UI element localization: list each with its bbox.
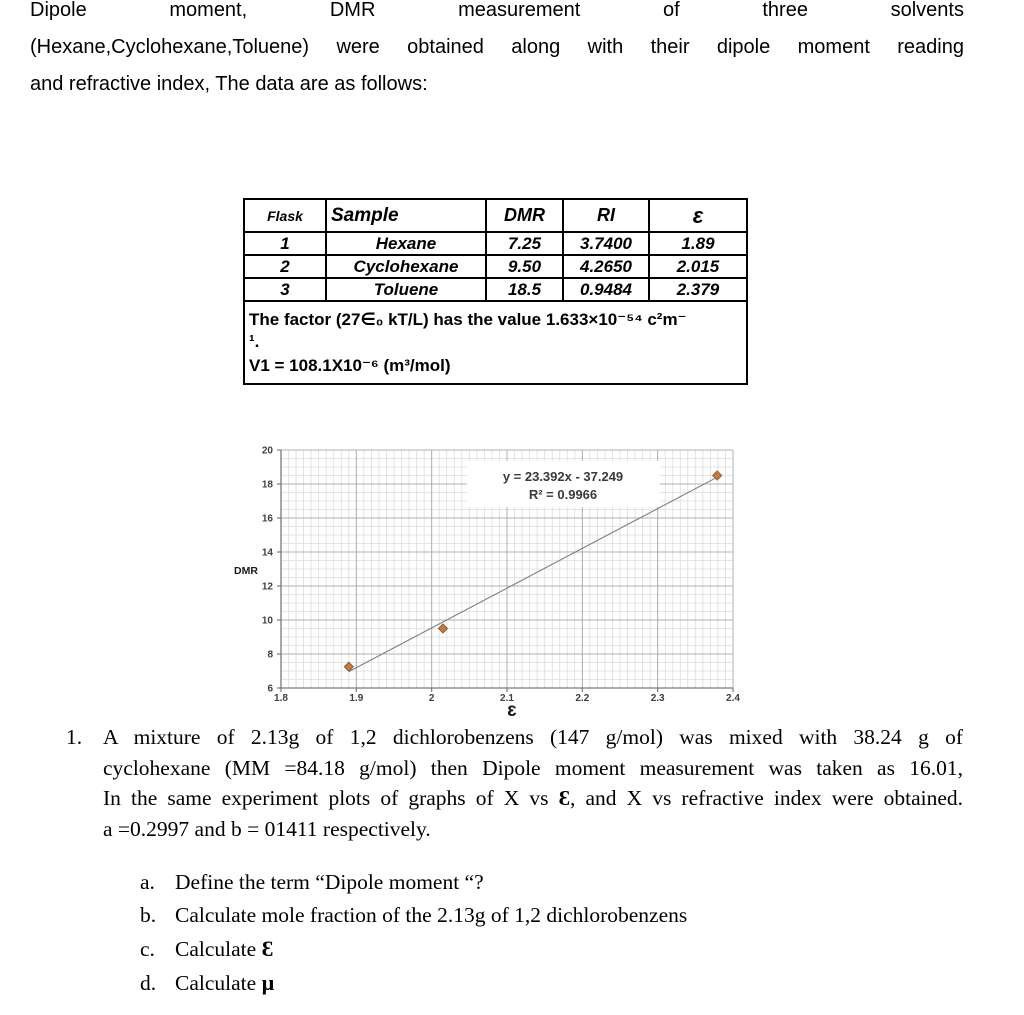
y-tick-label: 8 [267, 649, 273, 661]
table-row [244, 255, 747, 278]
problem-section [66, 722, 963, 844]
item-label: a. [140, 870, 155, 894]
x-tick-label: 1.8 [274, 693, 288, 704]
header-flask: Flask [244, 199, 326, 232]
chart-canvas [232, 443, 762, 721]
cell-flask: 3 [244, 278, 326, 301]
header-sample: Sample [326, 199, 486, 232]
cell-epsilon: 2.015 [649, 255, 747, 278]
mu-symbol: µ [261, 970, 275, 995]
y-axis-title: DMR [234, 565, 258, 577]
item-text: Calculate [175, 937, 262, 961]
x-tick-label: 2.1 [500, 693, 514, 704]
y-tick-label: 16 [261, 513, 273, 525]
header-ri: RI [563, 199, 649, 232]
x-axis-title: ɛ [507, 700, 517, 721]
v1-value-line: V1 = 108.1X10⁻⁶ (m³/mol) [249, 356, 451, 376]
list-item-c [140, 932, 860, 966]
y-tick-label: 6 [267, 683, 273, 695]
problem-line-3 [103, 783, 963, 814]
header-epsilon: ɛ [649, 199, 747, 232]
table-footer-cell [244, 301, 747, 384]
item-text: Define the term “Dipole moment “? [175, 870, 484, 894]
intro-line-3: and refractive index, The data are as follows: [30, 73, 428, 95]
cell-sample: Toluene [326, 278, 486, 301]
cell-ri: 3.7400 [563, 232, 649, 255]
cell-dmr: 18.5 [486, 278, 563, 301]
x-tick-label: 2.3 [650, 693, 665, 704]
question-list [140, 866, 860, 1000]
table-row [244, 232, 747, 255]
cell-dmr: 9.50 [486, 255, 563, 278]
y-tick-label: 12 [261, 581, 273, 593]
problem-line-2: cyclohexane (MM =84.18 g/mol) then Dipole moment measurement was taken as 16.01, [103, 755, 963, 780]
item-text: Calculate mole fraction of the 2.13g of 1,2 dichlorobenzens [175, 903, 688, 927]
item-label: d. [140, 971, 157, 995]
problem-body [103, 722, 963, 844]
item-label: c. [140, 937, 155, 961]
cell-ri: 0.9484 [563, 278, 649, 301]
r-squared-label: R² = 0.9966 [528, 487, 598, 502]
x-tick-label: 2.2 [575, 693, 590, 704]
x-tick-label: 2 [428, 693, 435, 704]
problem-number: 1. [66, 725, 83, 749]
factor-note-line-2: ¹. [249, 331, 260, 351]
dmr-vs-epsilon-chart [232, 443, 762, 721]
x-tick-label: 1.9 [349, 693, 364, 704]
cell-epsilon: 1.89 [649, 232, 747, 255]
intro-paragraph [30, 0, 964, 103]
header-dmr: DMR [486, 199, 563, 232]
epsilon-symbol: Ɛ [261, 936, 274, 961]
epsilon-symbol: Ɛ [558, 786, 570, 810]
list-item-b [140, 899, 860, 932]
factor-note-line-1: The factor (27∈₀ kT/L) has the value 1.633×10⁻⁵⁴ c²m⁻ [249, 309, 687, 329]
intro-line-1: Dipole moment, DMR measurement of three solvents [30, 0, 964, 21]
item-label: b. [140, 903, 157, 927]
trendline-equation: y = 23.392x - 37.249 [502, 469, 624, 484]
intro-line-2: (Hexane,Cyclohexane,Toluene) were obtained along with their dipole moment reading [30, 36, 964, 58]
y-tick-label: 18 [261, 479, 273, 491]
cell-sample: Hexane [326, 232, 486, 255]
problem-line-4: a =0.2997 and b = 01411 respectively. [103, 816, 431, 841]
y-tick-label: 14 [261, 547, 273, 559]
cell-sample: Cyclohexane [326, 255, 486, 278]
table-row [244, 278, 747, 301]
y-tick-label: 20 [261, 445, 273, 457]
cell-ri: 4.2650 [563, 255, 649, 278]
list-item-a [140, 866, 860, 899]
y-tick-label: 10 [261, 615, 273, 627]
item-text: Calculate [175, 971, 262, 995]
problem-line-3-post: , and X vs refractive index were obtained. [569, 786, 964, 810]
problem-line-1: A mixture of 2.13g of 1,2 dichlorobenzens (147 g/mol) was mixed with 38.24 g of [103, 725, 963, 749]
problem-line-3-pre: In the same experiment plots of graphs of X vs [103, 786, 559, 810]
table-header-row [244, 199, 747, 232]
table-footer-row [244, 301, 747, 384]
solvent-data-table [243, 198, 748, 385]
data-point-marker [438, 624, 447, 633]
x-tick-label: 2.4 [726, 693, 740, 704]
cell-flask: 2 [244, 255, 326, 278]
cell-epsilon: 2.379 [649, 278, 747, 301]
list-item-d [140, 966, 860, 1000]
cell-dmr: 7.25 [486, 232, 563, 255]
cell-flask: 1 [244, 232, 326, 255]
